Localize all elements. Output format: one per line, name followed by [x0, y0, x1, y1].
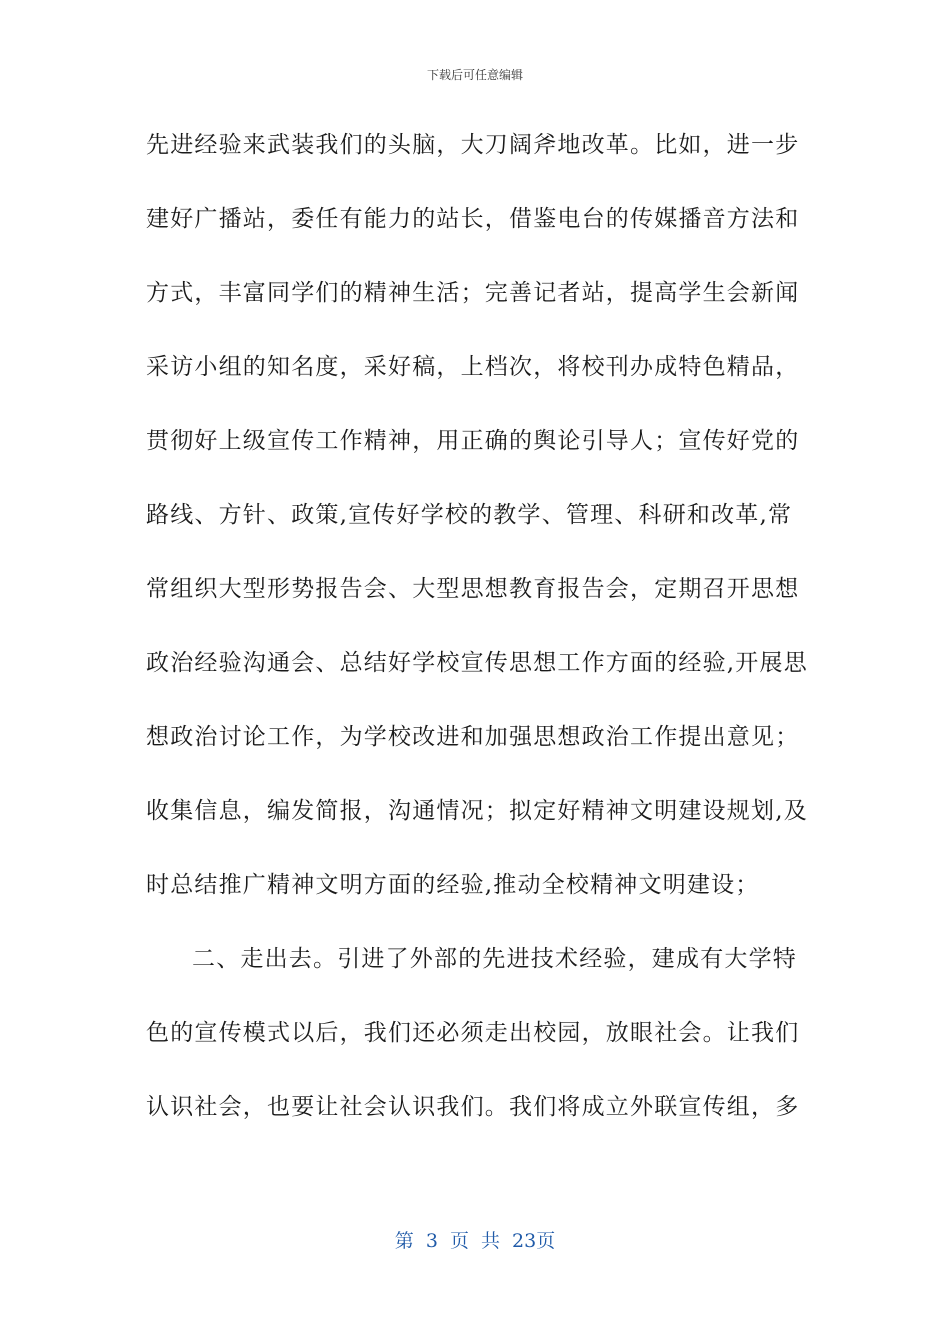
paragraph-start-line: 二、走出去。引进了外部的先进技术经验，建成有大学特	[192, 946, 797, 972]
text-line: 收集信息，编发简报，沟通情况；拟定好精神文明建设规划,及	[146, 798, 808, 824]
text-line: 时总结推广精神文明方面的经验,推动全校精神文明建设；	[146, 872, 760, 898]
text-line: 色的宣传模式以后，我们还必须走出校园，放眼社会。让我们	[146, 1020, 800, 1046]
text-line: 先进经验来武装我们的头脑，大刀阔斧地改革。比如，进一步	[146, 132, 800, 158]
page-number-footer: 第 3 页 共 23页	[394, 1230, 556, 1252]
page-header: 下载后可任意编辑	[426, 68, 523, 82]
text-line: 建好广播站，委任有能力的站长，借鉴电台的传媒播音方法和	[146, 206, 800, 232]
body-text	[146, 125, 806, 1161]
text-line: 想政治讨论工作，为学校改进和加强思想政治工作提出意见；	[146, 724, 800, 750]
text-line: 采访小组的知名度，采好稿，上档次，将校刊办成特色精品，	[146, 354, 800, 380]
text-line: 贯彻好上级宣传工作精神，用正确的舆论引导人；宣传好党的	[146, 428, 800, 454]
text-line: 认识社会，也要让社会认识我们。我们将成立外联宣传组，多	[146, 1094, 800, 1120]
text-line: 常组织大型形势报告会、大型思想教育报告会，定期召开思想	[146, 576, 800, 602]
text-line: 方式，丰富同学们的精神生活；完善记者站，提高学生会新闻	[146, 280, 800, 306]
text-line: 政治经验沟通会、总结好学校宣传思想工作方面的经验,开展思	[146, 650, 808, 676]
text-line: 路线、方针、政策,宣传好学校的教学、管理、科研和改革,常	[146, 502, 793, 528]
